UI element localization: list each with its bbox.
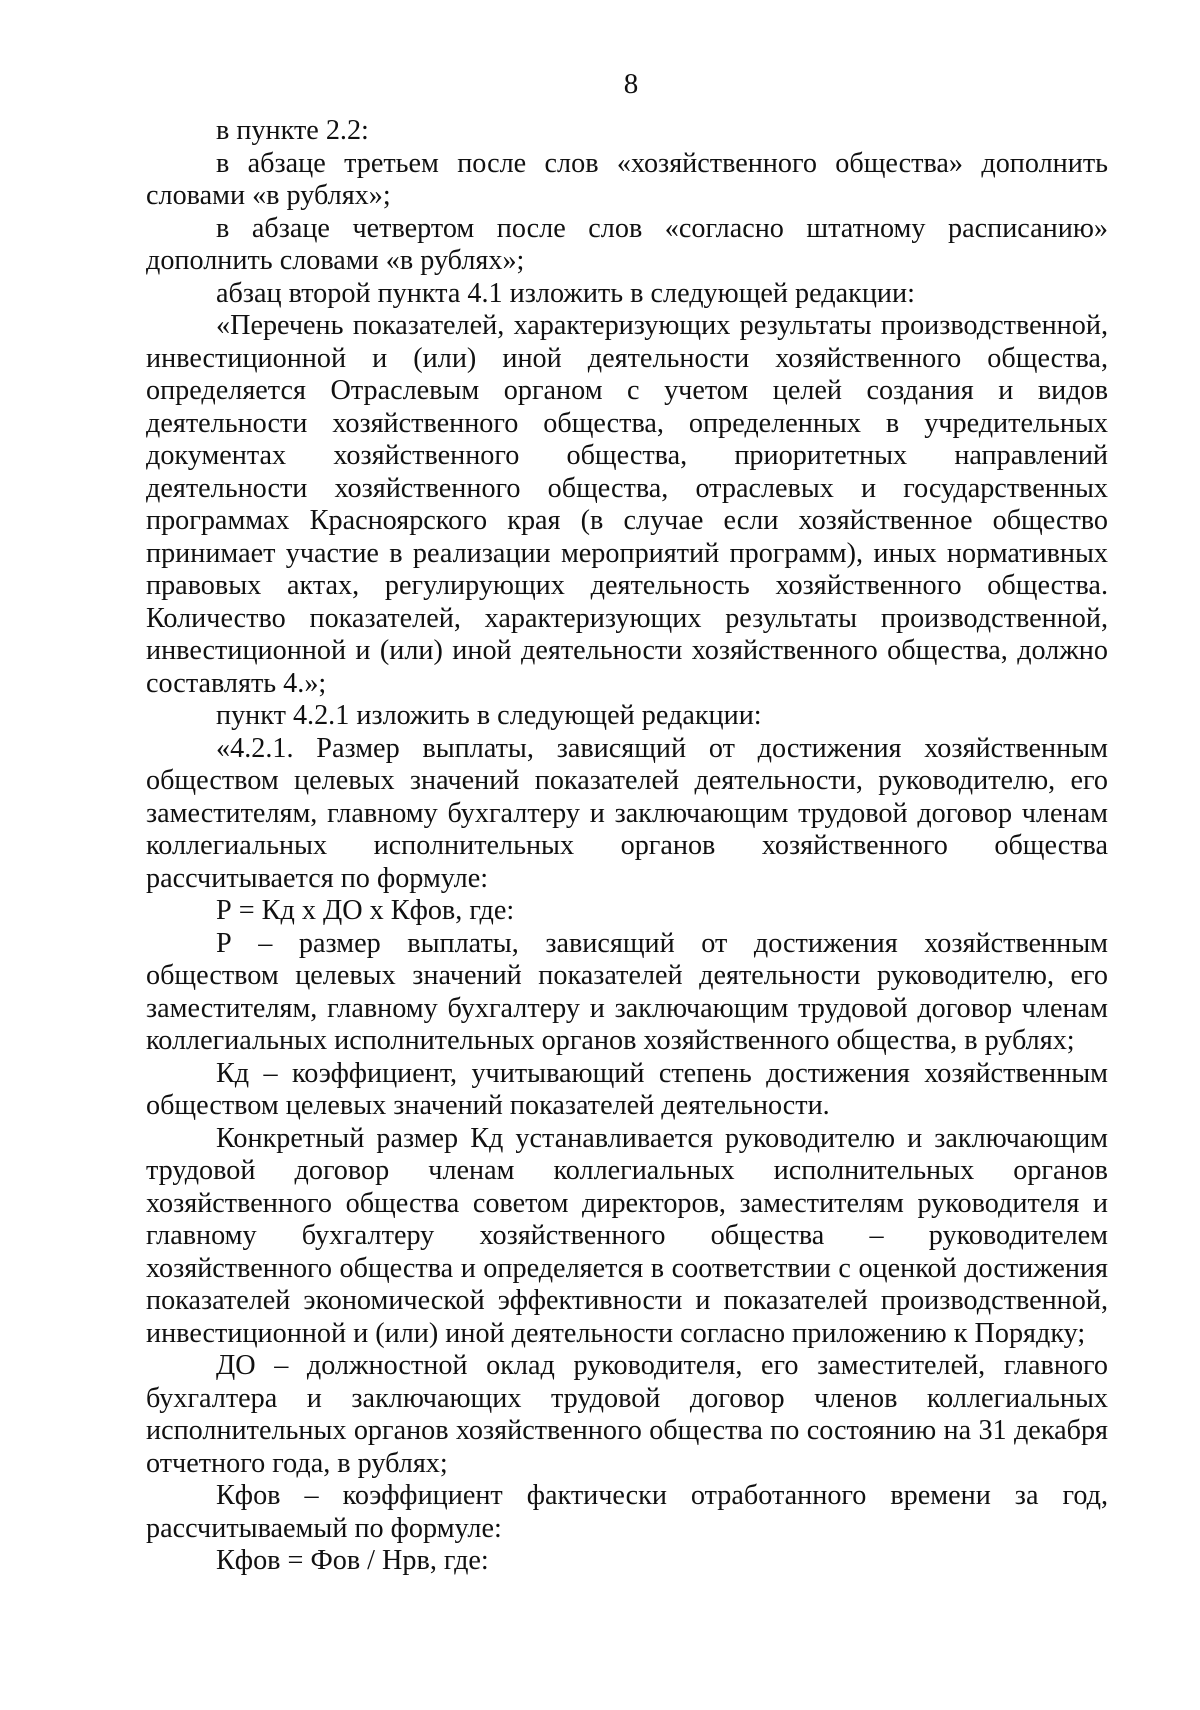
formula-payment: Р = Кд х ДО х Кфов, где:: [216, 895, 515, 926]
paragraph-clause-2-2: в пункте 2.2:: [216, 115, 369, 146]
paragraph-clause-4-2-1-intro: пункт 4.2.1 изложить в следующей редакции:: [216, 700, 762, 731]
definition-do: ДО – должностной оклад руководителя, его заместителей, главного бухгалтера и заключающих трудовой договор членов коллегиальных исполнительных органов хозяйственного общества по состоянию на 31 декабря отчетного года, в рублях;: [146, 1350, 1108, 1479]
paragraph-amend-fourth: в абзаце четвертом после слов «согласно штатному расписанию» дополнить словами «в рублях»;: [146, 212, 1108, 276]
formula-kfov: Кфов = Фов / Нрв, где:: [216, 1545, 489, 1576]
definition-kd: Кд – коэффициент, учитывающий степень достижения хозяйственным обществом целевых значений показателей деятельности.: [146, 1057, 1108, 1121]
document-body: [146, 115, 1108, 1578]
definition-kfov: Кфов – коэффициент фактически отработанного времени за год, рассчитываемый по формуле:: [146, 1480, 1108, 1544]
definition-p: Р – размер выплаты, зависящий от достижения хозяйственным обществом целевых значений показателей деятельности руководителю, его заместителям, главному бухгалтеру и заключающим трудовой договор членам коллегиальных исполнительных органов хозяйственного общества, в рублях;: [146, 927, 1108, 1056]
paragraph-kd-size: Конкретный размер Кд устанавливается руководителю и заключающим трудовой договор членам коллегиальных исполнительных органов хозяйственного общества советом директоров, заместителям руководителя и главному бухгалтеру хозяйственного общества – руководителем хозяйственного общества и определяется в соответствии с оценкой достижения показателей экономической эффективности и показателей производственной, инвестиционной и (или) иной деятельности согласно приложению к Порядку;: [146, 1122, 1108, 1349]
paragraph-clause-4-1-intro: абзац второй пункта 4.1 изложить в следующей редакции:: [216, 277, 915, 309]
paragraph-clause-4-2-1: «4.2.1. Размер выплаты, зависящий от достижения хозяйственным обществом целевых значений показателей деятельности, руководителю, его заместителям, главному бухгалтеру и заключающим трудовой договор членам коллегиальных исполнительных органов хозяйственного общества рассчитывается по формуле:: [146, 732, 1108, 894]
paragraph-amend-third: в абзаце третьем после слов «хозяйственного общества» дополнить словами «в рублях»;: [146, 147, 1108, 211]
paragraph-indicators-list: «Перечень показателей, характеризующих результаты производственной, инвестиционной и (или) иной деятельности хозяйственного общества, определяется Отраслевым органом с учетом целей создания и видов деятельности хозяйственного общества, определенных в учредительных документах хозяйственного общества, приоритетных направлений деятельности хозяйственного общества, отраслевых и государственных программах Красноярского края (в случае если хозяйственное общество принимает участие в реализации мероприятий программ), иных нормативных правовых актах, регулирующих деятельность хозяйственного общества. Количество показателей, характеризующих результаты производственной, инвестиционной и (или) иной деятельности хозяйственного общества, должно составлять 4.»;: [146, 310, 1108, 699]
page-number: 8: [623, 68, 639, 100]
